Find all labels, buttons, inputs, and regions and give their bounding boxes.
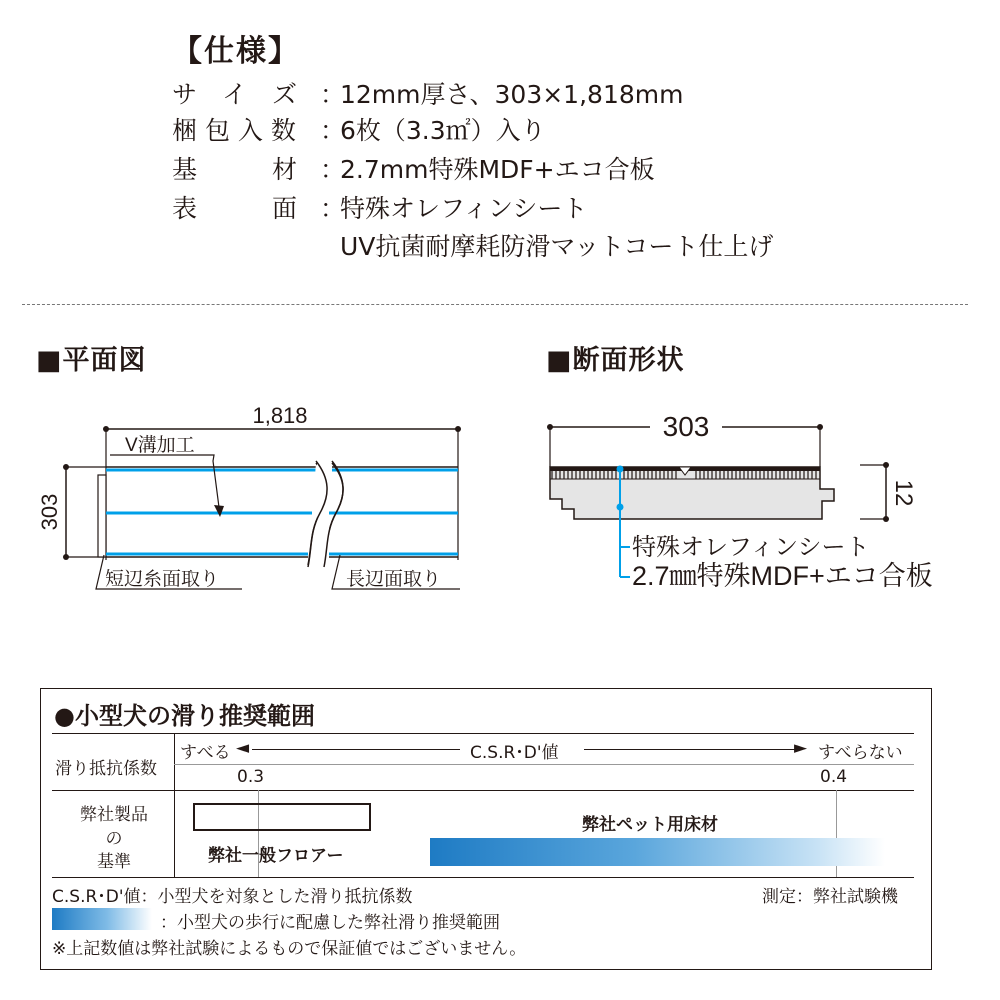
- measurement-note: 測定：弊社試験機: [762, 887, 898, 907]
- plan-view-heading: ■平面図: [36, 345, 147, 376]
- spec-label: 梱 包 入 数: [172, 116, 296, 145]
- spec-separator: ：: [320, 80, 346, 109]
- tick-label-high: 0.4: [820, 767, 848, 787]
- spec-row-surface: [172, 194, 587, 224]
- cross-section-heading: ■断面形状: [546, 345, 685, 376]
- spec-value: 12mm厚さ、303×1,818mm: [340, 80, 684, 109]
- spec-row-package: [172, 116, 546, 146]
- leader-arrowhead: [214, 505, 224, 517]
- csr-note: C.S.R･D'値：小型犬を対象とした滑り抵抗係数: [52, 887, 413, 907]
- scale-center-label: C.S.R･D'値: [470, 743, 559, 763]
- tick-label-low: 0.3: [237, 767, 265, 787]
- base-material-label: 2.7㎜特殊MDF+エコ合板: [632, 561, 933, 591]
- row-label-standard-1: 弊社製品: [80, 805, 148, 825]
- spec-row-base: [172, 155, 655, 185]
- spec-value: UV抗菌耐摩耗防滑マットコート仕上げ: [340, 232, 774, 261]
- table-rule: [174, 764, 914, 765]
- spec-label: 基 材: [172, 155, 298, 184]
- groove-leader: [110, 455, 220, 515]
- cross-width-label: 303: [662, 411, 710, 442]
- spec-separator: ：: [320, 194, 346, 223]
- spec-label: 表 面: [172, 194, 298, 223]
- table-rule: [52, 877, 914, 878]
- pet-floor-range-bar: [430, 838, 885, 866]
- spec-separator: ：: [320, 155, 346, 184]
- plan-view-diagram: [30, 395, 480, 610]
- dashed-divider: [22, 304, 968, 305]
- legend-gradient-swatch: [52, 908, 152, 930]
- height-label: 303: [37, 493, 62, 531]
- row-label-standard-2: の: [105, 829, 123, 849]
- groove-label: V溝加工: [125, 435, 195, 456]
- general-floor-label: 弊社一般フロアー: [208, 846, 344, 866]
- row-label-standard-3: 基準: [97, 852, 131, 872]
- spec-value: 6枚（3.3㎡）入り: [340, 116, 546, 145]
- disclaimer-note: ※上記数値は弊社試験によるもので保証値ではございません。: [52, 939, 527, 959]
- table-rule: [174, 733, 175, 877]
- cross-section-diagram: [540, 405, 980, 595]
- scale-arrow-line: [584, 749, 798, 750]
- spec-separator: ：: [320, 116, 346, 145]
- spec-row-size: [172, 80, 683, 110]
- scale-right-label: すべらない: [818, 743, 903, 763]
- pet-floor-label: 弊社ペット用床材: [582, 815, 718, 835]
- surface-material-label: 特殊オレフィンシート: [632, 534, 870, 561]
- spec-title: 【仕様】: [172, 34, 300, 69]
- short-edge-chamfer: [98, 475, 106, 557]
- table-rule: [52, 733, 914, 734]
- short-edge-label: 短辺糸面取り: [105, 569, 220, 590]
- scale-arrow-line: [252, 749, 460, 750]
- table-rule: [52, 790, 914, 791]
- spec-value: 2.7mm特殊MDF+エコ合板: [340, 155, 655, 184]
- row-label-friction: 滑り抵抗係数: [55, 759, 157, 779]
- arrow-left-icon: ◄: [236, 738, 250, 758]
- long-edge-label: 長辺面取り: [346, 569, 442, 590]
- spec-label: サ イ ズ: [172, 80, 298, 109]
- grip-chart-title: ●小型犬の滑り推奨範囲: [54, 702, 315, 730]
- legend-text: ：小型犬の歩行に配慮した弊社滑り推奨範囲: [160, 913, 500, 933]
- spec-value: 特殊オレフィンシート: [340, 194, 588, 223]
- arrow-right-icon: ►: [794, 738, 808, 758]
- scale-left-label: すべる: [180, 743, 231, 763]
- thickness-label: 12: [890, 479, 917, 507]
- width-label: 1,818: [252, 403, 308, 428]
- spec-row-surface-finish: [172, 232, 773, 262]
- general-floor-range-bar: [193, 803, 371, 831]
